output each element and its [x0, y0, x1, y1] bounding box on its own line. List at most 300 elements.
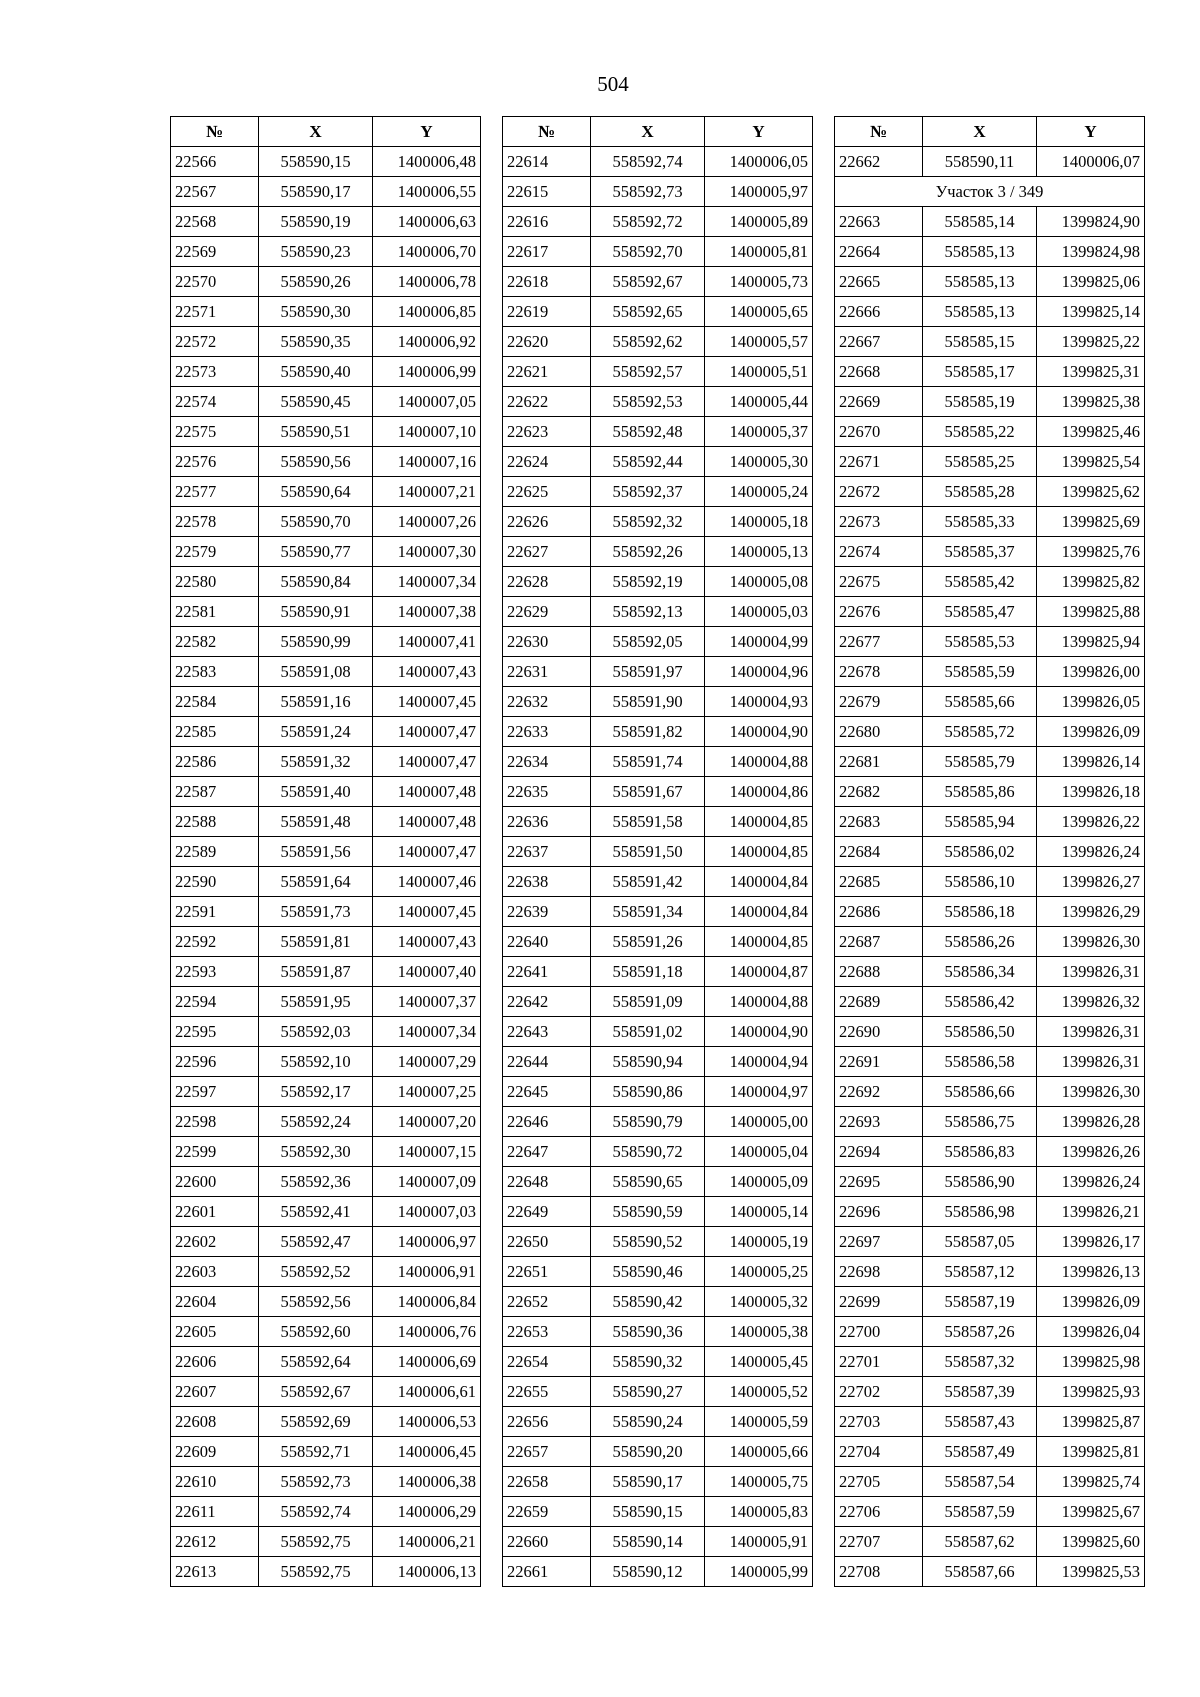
table-row: [503, 1227, 813, 1257]
table-row: [171, 297, 481, 327]
x-coordinate-cell: 558590,17: [259, 177, 373, 207]
y-coordinate-cell: 1399826,13: [1037, 1257, 1145, 1287]
y-coordinate-cell: 1400005,25: [705, 1257, 813, 1287]
x-coordinate-cell: 558590,64: [259, 477, 373, 507]
x-coordinate-cell: 558591,48: [259, 807, 373, 837]
table-row: [503, 177, 813, 207]
point-number-cell: 22686: [835, 897, 923, 927]
x-coordinate-cell: 558591,26: [591, 927, 705, 957]
point-number-cell: 22576: [171, 447, 259, 477]
y-coordinate-cell: 1399825,06: [1037, 267, 1145, 297]
point-number-cell: 22702: [835, 1377, 923, 1407]
table-row: [835, 717, 1145, 747]
x-coordinate-cell: 558591,40: [259, 777, 373, 807]
y-coordinate-cell: 1400005,19: [705, 1227, 813, 1257]
table-row: [171, 537, 481, 567]
point-number-cell: 22583: [171, 657, 259, 687]
table-row: [171, 837, 481, 867]
y-coordinate-cell: 1399825,93: [1037, 1377, 1145, 1407]
point-number-cell: 22608: [171, 1407, 259, 1437]
y-coordinate-cell: 1400006,69: [373, 1347, 481, 1377]
y-coordinate-cell: 1400004,86: [705, 777, 813, 807]
table-row: [503, 1467, 813, 1497]
y-coordinate-cell: 1400007,38: [373, 597, 481, 627]
point-number-cell: 22677: [835, 627, 923, 657]
y-coordinate-cell: 1400007,25: [373, 1077, 481, 1107]
point-number-cell: 22599: [171, 1137, 259, 1167]
column-header-y: Y: [373, 117, 481, 147]
table-row: [835, 237, 1145, 267]
table-row: [835, 1047, 1145, 1077]
x-coordinate-cell: 558592,17: [259, 1077, 373, 1107]
table-row: [171, 1377, 481, 1407]
y-coordinate-cell: 1399826,09: [1037, 717, 1145, 747]
table-row: [835, 807, 1145, 837]
y-coordinate-cell: 1400006,61: [373, 1377, 481, 1407]
point-number-cell: 22578: [171, 507, 259, 537]
table-row: [503, 207, 813, 237]
table-row: [171, 1557, 481, 1587]
point-number-cell: 22590: [171, 867, 259, 897]
y-coordinate-cell: 1400005,89: [705, 207, 813, 237]
point-number-cell: 22700: [835, 1317, 923, 1347]
point-number-cell: 22671: [835, 447, 923, 477]
table-row: [835, 747, 1145, 777]
y-coordinate-cell: 1399825,62: [1037, 477, 1145, 507]
y-coordinate-cell: 1400005,91: [705, 1527, 813, 1557]
x-coordinate-cell: 558591,87: [259, 957, 373, 987]
y-coordinate-cell: 1399826,14: [1037, 747, 1145, 777]
x-coordinate-cell: 558587,62: [923, 1527, 1037, 1557]
point-number-cell: 22678: [835, 657, 923, 687]
y-coordinate-cell: 1400006,99: [373, 357, 481, 387]
x-coordinate-cell: 558590,23: [259, 237, 373, 267]
x-coordinate-cell: 558591,90: [591, 687, 705, 717]
point-number-cell: 22674: [835, 537, 923, 567]
point-number-cell: 22701: [835, 1347, 923, 1377]
table-row: [503, 687, 813, 717]
point-number-cell: 22639: [503, 897, 591, 927]
column-header-y: Y: [705, 117, 813, 147]
table-row: [503, 657, 813, 687]
y-coordinate-cell: 1400005,65: [705, 297, 813, 327]
point-number-cell: 22574: [171, 387, 259, 417]
point-number-cell: 22651: [503, 1257, 591, 1287]
point-number-cell: 22624: [503, 447, 591, 477]
y-coordinate-cell: 1399824,90: [1037, 207, 1145, 237]
table-row: [835, 987, 1145, 1017]
x-coordinate-cell: 558590,14: [591, 1527, 705, 1557]
x-coordinate-cell: 558592,67: [259, 1377, 373, 1407]
y-coordinate-cell: 1400005,03: [705, 597, 813, 627]
y-coordinate-cell: 1400007,48: [373, 777, 481, 807]
y-coordinate-cell: 1400004,87: [705, 957, 813, 987]
y-coordinate-cell: 1400005,52: [705, 1377, 813, 1407]
x-coordinate-cell: 558590,26: [259, 267, 373, 297]
y-coordinate-cell: 1399826,09: [1037, 1287, 1145, 1317]
table-row: [171, 777, 481, 807]
table-row: [503, 477, 813, 507]
x-coordinate-cell: 558585,59: [923, 657, 1037, 687]
table-header-row: [171, 117, 481, 147]
point-number-cell: 22706: [835, 1497, 923, 1527]
x-coordinate-cell: 558592,72: [591, 207, 705, 237]
y-coordinate-cell: 1400005,99: [705, 1557, 813, 1587]
x-coordinate-cell: 558585,66: [923, 687, 1037, 717]
x-coordinate-cell: 558590,77: [259, 537, 373, 567]
x-coordinate-cell: 558585,15: [923, 327, 1037, 357]
point-number-cell: 22646: [503, 1107, 591, 1137]
y-coordinate-cell: 1399826,22: [1037, 807, 1145, 837]
x-coordinate-cell: 558592,05: [591, 627, 705, 657]
y-coordinate-cell: 1400007,29: [373, 1047, 481, 1077]
x-coordinate-cell: 558586,58: [923, 1047, 1037, 1077]
x-coordinate-cell: 558587,26: [923, 1317, 1037, 1347]
table-row: [503, 327, 813, 357]
table-row: [171, 807, 481, 837]
x-coordinate-cell: 558586,42: [923, 987, 1037, 1017]
table-row: [503, 1257, 813, 1287]
x-coordinate-cell: 558592,75: [259, 1557, 373, 1587]
table-row: [835, 687, 1145, 717]
y-coordinate-cell: 1399826,05: [1037, 687, 1145, 717]
table-row: [503, 1407, 813, 1437]
y-coordinate-cell: 1400006,91: [373, 1257, 481, 1287]
y-coordinate-cell: 1400007,26: [373, 507, 481, 537]
point-number-cell: 22676: [835, 597, 923, 627]
x-coordinate-cell: 558591,74: [591, 747, 705, 777]
table-row: [171, 567, 481, 597]
y-coordinate-cell: 1400007,48: [373, 807, 481, 837]
x-coordinate-cell: 558592,32: [591, 507, 705, 537]
y-coordinate-cell: 1400006,76: [373, 1317, 481, 1347]
table-row: [171, 1167, 481, 1197]
point-number-cell: 22593: [171, 957, 259, 987]
table-row: [503, 537, 813, 567]
point-number-cell: 22618: [503, 267, 591, 297]
x-coordinate-cell: 558592,03: [259, 1017, 373, 1047]
y-coordinate-cell: 1400006,05: [705, 147, 813, 177]
point-number-cell: 22596: [171, 1047, 259, 1077]
point-number-cell: 22584: [171, 687, 259, 717]
x-coordinate-cell: 558585,86: [923, 777, 1037, 807]
table-row: [835, 1287, 1145, 1317]
table-row: [835, 447, 1145, 477]
point-number-cell: 22629: [503, 597, 591, 627]
y-coordinate-cell: 1400005,38: [705, 1317, 813, 1347]
y-coordinate-cell: 1399826,31: [1037, 1047, 1145, 1077]
x-coordinate-cell: 558587,49: [923, 1437, 1037, 1467]
x-coordinate-cell: 558586,98: [923, 1197, 1037, 1227]
y-coordinate-cell: 1399824,98: [1037, 237, 1145, 267]
point-number-cell: 22616: [503, 207, 591, 237]
page-number: 504: [597, 72, 629, 96]
y-coordinate-cell: 1399826,30: [1037, 1077, 1145, 1107]
table-row: [171, 657, 481, 687]
table-row: [835, 1437, 1145, 1467]
y-coordinate-cell: 1400006,78: [373, 267, 481, 297]
point-number-cell: 22567: [171, 177, 259, 207]
table-row: [171, 1017, 481, 1047]
point-number-cell: 22605: [171, 1317, 259, 1347]
x-coordinate-cell: 558590,27: [591, 1377, 705, 1407]
y-coordinate-cell: 1399825,53: [1037, 1557, 1145, 1587]
table-row: [835, 1077, 1145, 1107]
point-number-cell: 22675: [835, 567, 923, 597]
table-row: [171, 387, 481, 417]
table-row: [171, 1347, 481, 1377]
x-coordinate-cell: 558591,97: [591, 657, 705, 687]
y-coordinate-cell: 1400007,45: [373, 897, 481, 927]
y-coordinate-cell: 1400005,00: [705, 1107, 813, 1137]
point-number-cell: 22575: [171, 417, 259, 447]
x-coordinate-cell: 558592,41: [259, 1197, 373, 1227]
y-coordinate-cell: 1399825,22: [1037, 327, 1145, 357]
y-coordinate-cell: 1400007,37: [373, 987, 481, 1017]
point-number-cell: 22604: [171, 1287, 259, 1317]
y-coordinate-cell: 1400007,41: [373, 627, 481, 657]
y-coordinate-cell: 1399826,31: [1037, 1017, 1145, 1047]
x-coordinate-cell: 558586,34: [923, 957, 1037, 987]
x-coordinate-cell: 558585,13: [923, 297, 1037, 327]
table-row: [503, 987, 813, 1017]
table-row: [171, 237, 481, 267]
y-coordinate-cell: 1399826,18: [1037, 777, 1145, 807]
y-coordinate-cell: 1400006,70: [373, 237, 481, 267]
point-number-cell: 22571: [171, 297, 259, 327]
point-number-cell: 22662: [835, 147, 923, 177]
point-number-cell: 22582: [171, 627, 259, 657]
y-coordinate-cell: 1399825,69: [1037, 507, 1145, 537]
x-coordinate-cell: 558591,34: [591, 897, 705, 927]
y-coordinate-cell: 1400007,34: [373, 1017, 481, 1047]
x-coordinate-cell: 558592,13: [591, 597, 705, 627]
point-number-cell: 22689: [835, 987, 923, 1017]
point-number-cell: 22614: [503, 147, 591, 177]
y-coordinate-cell: 1399825,94: [1037, 627, 1145, 657]
point-number-cell: 22625: [503, 477, 591, 507]
table-row: [835, 207, 1145, 237]
x-coordinate-cell: 558590,32: [591, 1347, 705, 1377]
point-number-cell: 22681: [835, 747, 923, 777]
point-number-cell: 22615: [503, 177, 591, 207]
x-coordinate-cell: 558592,69: [259, 1407, 373, 1437]
y-coordinate-cell: 1400007,30: [373, 537, 481, 567]
table-row: [835, 1377, 1145, 1407]
table-row: [503, 1197, 813, 1227]
y-coordinate-cell: 1400006,84: [373, 1287, 481, 1317]
y-coordinate-cell: 1400006,55: [373, 177, 481, 207]
y-coordinate-cell: 1400005,83: [705, 1497, 813, 1527]
point-number-cell: 22673: [835, 507, 923, 537]
y-coordinate-cell: 1400005,37: [705, 417, 813, 447]
table-row: [171, 1317, 481, 1347]
table-row: [171, 267, 481, 297]
point-number-cell: 22695: [835, 1167, 923, 1197]
y-coordinate-cell: 1400007,46: [373, 867, 481, 897]
y-coordinate-cell: 1400005,18: [705, 507, 813, 537]
x-coordinate-cell: 558591,58: [591, 807, 705, 837]
y-coordinate-cell: 1399826,27: [1037, 867, 1145, 897]
y-coordinate-cell: 1400007,34: [373, 567, 481, 597]
point-number-cell: 22612: [171, 1527, 259, 1557]
point-number-cell: 22697: [835, 1227, 923, 1257]
column-header-x: X: [259, 117, 373, 147]
x-coordinate-cell: 558592,10: [259, 1047, 373, 1077]
table-row: [171, 1047, 481, 1077]
point-number-cell: 22622: [503, 387, 591, 417]
y-coordinate-cell: 1400006,92: [373, 327, 481, 357]
x-coordinate-cell: 558592,75: [259, 1527, 373, 1557]
x-coordinate-cell: 558590,51: [259, 417, 373, 447]
x-coordinate-cell: 558585,42: [923, 567, 1037, 597]
point-number-cell: 22591: [171, 897, 259, 927]
table-row: [503, 1017, 813, 1047]
table-row: [835, 1527, 1145, 1557]
x-coordinate-cell: 558592,24: [259, 1107, 373, 1137]
point-number-cell: 22664: [835, 237, 923, 267]
table-row: [503, 867, 813, 897]
x-coordinate-cell: 558586,02: [923, 837, 1037, 867]
point-number-cell: 22683: [835, 807, 923, 837]
x-coordinate-cell: 558591,64: [259, 867, 373, 897]
point-number-cell: 22600: [171, 1167, 259, 1197]
table-row: [503, 747, 813, 777]
table-row: [171, 1287, 481, 1317]
x-coordinate-cell: 558591,02: [591, 1017, 705, 1047]
point-number-cell: 22650: [503, 1227, 591, 1257]
point-number-cell: 22688: [835, 957, 923, 987]
x-coordinate-cell: 558587,05: [923, 1227, 1037, 1257]
y-coordinate-cell: 1399826,24: [1037, 1167, 1145, 1197]
x-coordinate-cell: 558591,18: [591, 957, 705, 987]
x-coordinate-cell: 558590,56: [259, 447, 373, 477]
y-coordinate-cell: 1399826,26: [1037, 1137, 1145, 1167]
x-coordinate-cell: 558590,40: [259, 357, 373, 387]
point-number-cell: 22641: [503, 957, 591, 987]
table-row: [503, 447, 813, 477]
x-coordinate-cell: 558591,56: [259, 837, 373, 867]
table-row: [171, 1437, 481, 1467]
y-coordinate-cell: 1400006,29: [373, 1497, 481, 1527]
y-coordinate-cell: 1400004,88: [705, 747, 813, 777]
x-coordinate-cell: 558592,47: [259, 1227, 373, 1257]
point-number-cell: 22597: [171, 1077, 259, 1107]
table-row: [171, 1137, 481, 1167]
point-number-cell: 22703: [835, 1407, 923, 1437]
point-number-cell: 22704: [835, 1437, 923, 1467]
table-row: [835, 477, 1145, 507]
y-coordinate-cell: 1400004,90: [705, 717, 813, 747]
point-number-cell: 22687: [835, 927, 923, 957]
table-row: [503, 1557, 813, 1587]
table-row: [171, 897, 481, 927]
x-coordinate-cell: 558592,73: [259, 1467, 373, 1497]
point-number-cell: 22652: [503, 1287, 591, 1317]
table-row: [835, 1167, 1145, 1197]
y-coordinate-cell: 1400004,85: [705, 807, 813, 837]
y-coordinate-cell: 1400005,14: [705, 1197, 813, 1227]
table-row: [171, 507, 481, 537]
point-number-cell: 22680: [835, 717, 923, 747]
point-number-cell: 22630: [503, 627, 591, 657]
table-row: [171, 1257, 481, 1287]
point-number-cell: 22607: [171, 1377, 259, 1407]
y-coordinate-cell: 1400005,66: [705, 1437, 813, 1467]
y-coordinate-cell: 1400005,04: [705, 1137, 813, 1167]
table-row: [503, 147, 813, 177]
table-row: [503, 1437, 813, 1467]
table-row: [503, 1047, 813, 1077]
x-coordinate-cell: 558590,86: [591, 1077, 705, 1107]
table-row: [503, 897, 813, 927]
point-number-cell: 22636: [503, 807, 591, 837]
point-number-cell: 22598: [171, 1107, 259, 1137]
table-row: [503, 1347, 813, 1377]
point-number-cell: 22663: [835, 207, 923, 237]
point-number-cell: 22568: [171, 207, 259, 237]
table-row: [503, 417, 813, 447]
table-row: [171, 867, 481, 897]
x-coordinate-cell: 558591,50: [591, 837, 705, 867]
point-number-cell: 22705: [835, 1467, 923, 1497]
x-coordinate-cell: 558592,57: [591, 357, 705, 387]
table-row: [503, 1107, 813, 1137]
point-number-cell: 22665: [835, 267, 923, 297]
point-number-cell: 22566: [171, 147, 259, 177]
x-coordinate-cell: 558590,45: [259, 387, 373, 417]
y-coordinate-cell: 1400007,20: [373, 1107, 481, 1137]
y-coordinate-cell: 1400005,59: [705, 1407, 813, 1437]
x-coordinate-cell: 558591,24: [259, 717, 373, 747]
table-row: [835, 777, 1145, 807]
x-coordinate-cell: 558587,19: [923, 1287, 1037, 1317]
x-coordinate-cell: 558592,48: [591, 417, 705, 447]
point-number-cell: 22632: [503, 687, 591, 717]
x-coordinate-cell: 558592,56: [259, 1287, 373, 1317]
point-number-cell: 22658: [503, 1467, 591, 1497]
x-coordinate-cell: 558592,30: [259, 1137, 373, 1167]
point-number-cell: 22692: [835, 1077, 923, 1107]
y-coordinate-cell: 1400004,85: [705, 927, 813, 957]
x-coordinate-cell: 558592,37: [591, 477, 705, 507]
y-coordinate-cell: 1399825,82: [1037, 567, 1145, 597]
table-row: [835, 927, 1145, 957]
point-number-cell: 22644: [503, 1047, 591, 1077]
y-coordinate-cell: 1399825,38: [1037, 387, 1145, 417]
point-number-cell: 22580: [171, 567, 259, 597]
y-coordinate-cell: 1400007,21: [373, 477, 481, 507]
point-number-cell: 22638: [503, 867, 591, 897]
point-number-cell: 22655: [503, 1377, 591, 1407]
x-coordinate-cell: 558591,08: [259, 657, 373, 687]
table-row: [503, 567, 813, 597]
x-coordinate-cell: 558590,91: [259, 597, 373, 627]
x-coordinate-cell: 558590,24: [591, 1407, 705, 1437]
y-coordinate-cell: 1400006,48: [373, 147, 481, 177]
x-coordinate-cell: 558590,15: [259, 147, 373, 177]
point-number-cell: 22696: [835, 1197, 923, 1227]
point-number-cell: 22586: [171, 747, 259, 777]
point-number-cell: 22633: [503, 717, 591, 747]
point-number-cell: 22666: [835, 297, 923, 327]
point-number-cell: 22627: [503, 537, 591, 567]
y-coordinate-cell: 1400007,47: [373, 747, 481, 777]
y-coordinate-cell: 1399826,21: [1037, 1197, 1145, 1227]
x-coordinate-cell: 558585,14: [923, 207, 1037, 237]
x-coordinate-cell: 558585,94: [923, 807, 1037, 837]
y-coordinate-cell: 1399825,87: [1037, 1407, 1145, 1437]
